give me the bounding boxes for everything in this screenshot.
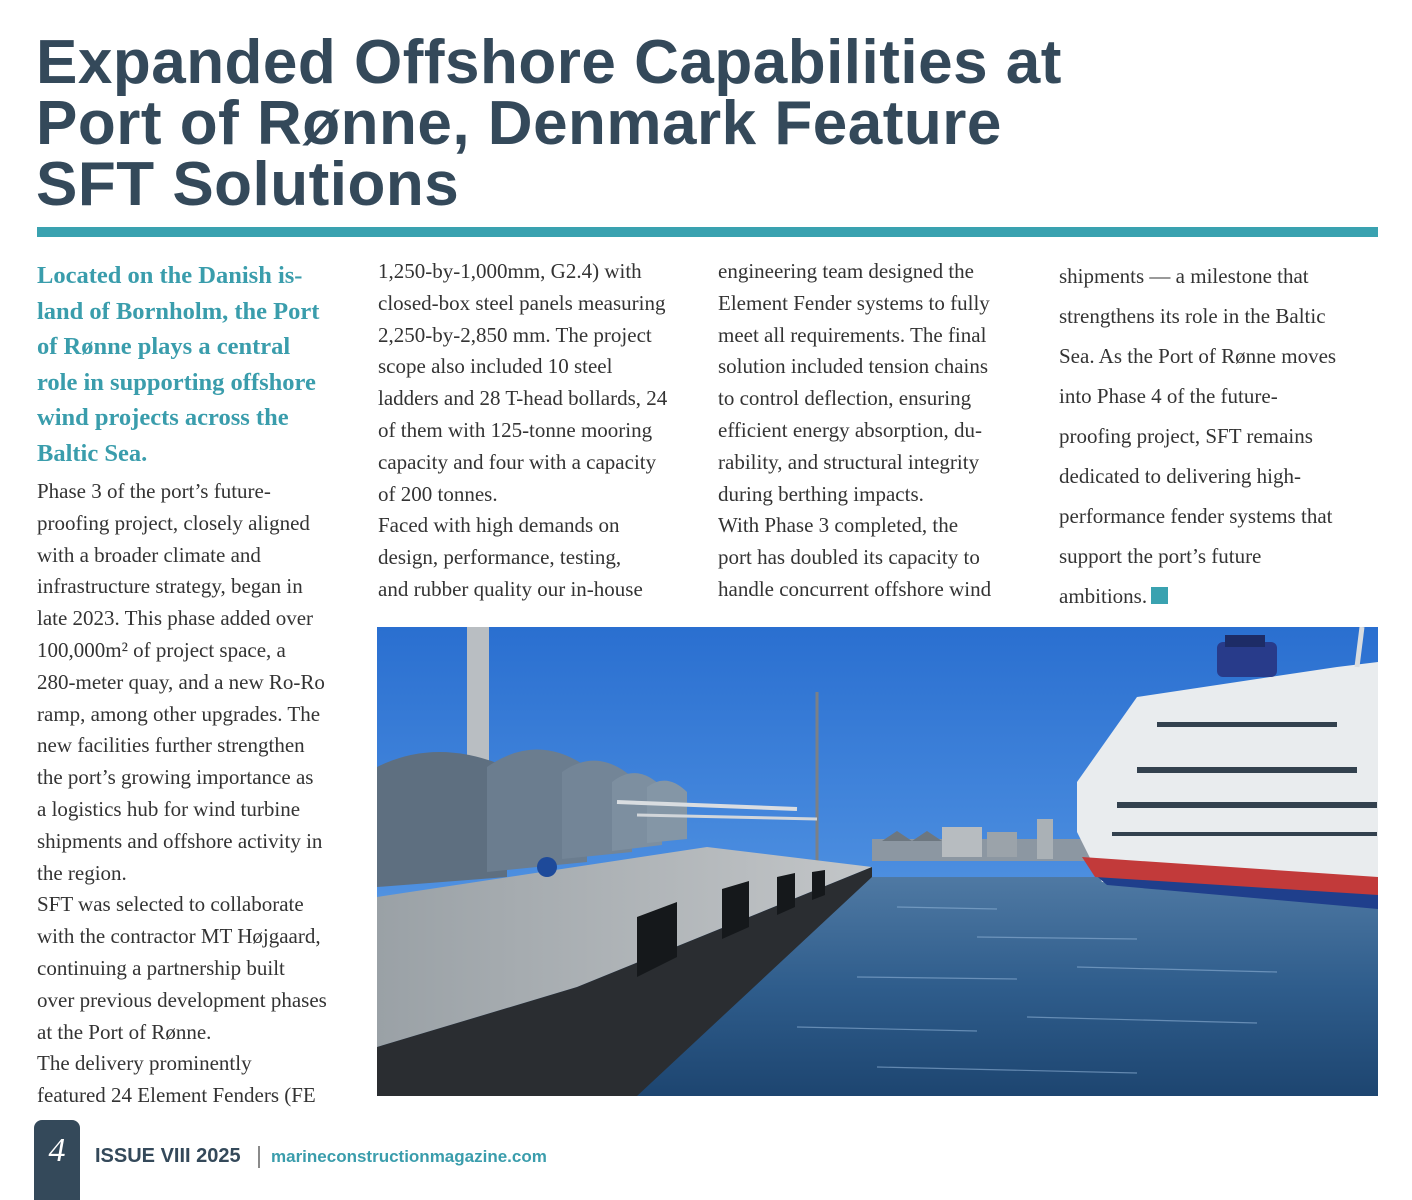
page-number: 4 (48, 1132, 66, 1169)
body-line: shipments — a milestone that (1059, 264, 1309, 288)
end-of-article-mark (1151, 587, 1168, 604)
body-line-last (1059, 576, 1384, 616)
bollard-rope (537, 857, 557, 877)
lede-line: role in supporting offshore (37, 368, 316, 396)
body-line: performance fender systems that (1059, 504, 1333, 528)
body-line: engineering team designed the (718, 259, 974, 283)
lede-line: Located on the Danish is- (37, 262, 303, 289)
body-line: closed-box steel panels measuring (378, 290, 666, 315)
body-line: proofing project, closely aligned (37, 510, 310, 535)
page-number-tab (34, 1120, 80, 1200)
body-line: 1,250-by-1,000mm, G2.4) with (378, 259, 642, 283)
body-line: the region. (37, 860, 127, 885)
body-line: handle concurrent offshore wind (718, 576, 992, 601)
title-line: Expanded Offshore Capabilities at (36, 28, 1062, 97)
footer-divider (258, 1146, 260, 1168)
body-line: to control deflection, ensuring (718, 386, 972, 411)
body-line: ladders and 28 T-head bollards, 24 (378, 386, 668, 411)
body-line: port has doubled its capacity to (718, 545, 980, 570)
body-line: the port’s growing importance as (37, 765, 314, 790)
body-line: shipments and offshore activity in (37, 828, 323, 853)
body-line: featured 24 Element Fenders (FE (37, 1083, 316, 1108)
body-line: of them with 125-tonne mooring (378, 417, 653, 442)
body-line: design, performance, testing, (378, 545, 622, 570)
body-line: 100,000m² of project space, a (37, 637, 286, 662)
harbor-illustration (377, 627, 1378, 1096)
body-line: into Phase 4 of the future- (1059, 384, 1278, 408)
body-line: new facilities further strengthen (37, 733, 305, 758)
body-line: proofing project, SFT remains (1059, 424, 1313, 448)
body-line: during berthing impacts. (718, 481, 924, 506)
body-line: SFT was selected to collaborate (37, 892, 304, 917)
body-column-3 (718, 256, 1043, 606)
body-line: With Phase 3 completed, the (718, 513, 959, 538)
body-column-4 (1059, 256, 1384, 616)
harbor-photo (377, 627, 1378, 1096)
body-line: with a broader climate and (37, 542, 261, 567)
body-line: rability, and structural integrity (718, 449, 980, 474)
body-line: over previous development phases (37, 987, 327, 1012)
title-line: SFT Solutions (36, 150, 460, 219)
body-line: with the contractor MT Højgaard, (37, 924, 321, 949)
body-column-2 (378, 256, 703, 606)
lede-line: Baltic Sea. (37, 439, 148, 467)
body-line: ramp, among other upgrades. The (37, 701, 321, 726)
body-line: continuing a partnership built (37, 955, 285, 980)
body-line: at the Port of Rønne. (37, 1019, 212, 1044)
body-line: 2,250-by-2,850 mm. The project (378, 322, 652, 347)
title-line: Port of Rønne, Denmark Feature (36, 89, 1002, 158)
body-line: scope also included 10 steel (378, 354, 613, 379)
body-line: solution included tension chains (718, 354, 989, 379)
lede-paragraph (37, 258, 357, 472)
body-line: of 200 tonnes. (378, 481, 498, 506)
body-line: and rubber quality our in-house (378, 576, 643, 601)
body-line: meet all requirements. The final (718, 322, 987, 347)
website-link[interactable]: marineconstructionmagazine.com (271, 1147, 547, 1166)
body-column-1 (37, 476, 362, 1112)
lede-line: of Rønne plays a central (37, 333, 291, 361)
issue-label: ISSUE VIII 2025 (95, 1145, 241, 1167)
lede-line: wind projects across the (37, 404, 289, 432)
body-line: late 2023. This phase added over (37, 606, 314, 631)
body-line: Faced with high demands on (378, 513, 620, 538)
body-line-text: ambitions. (1059, 584, 1148, 608)
body-line: support the port’s future (1059, 544, 1262, 568)
body-line: strengthens its role in the Baltic (1059, 304, 1326, 328)
lede-line: land of Bornholm, the Port (37, 297, 320, 325)
body-line: 280-meter quay, and a new Ro-Ro (37, 669, 325, 694)
body-line: capacity and four with a capacity (378, 449, 657, 474)
body-line: efficient energy absorption, du- (718, 417, 982, 442)
article-title (36, 28, 1376, 219)
title-divider (37, 227, 1378, 237)
body-line: Phase 3 of the port’s future- (37, 479, 271, 503)
body-line: dedicated to delivering high- (1059, 464, 1302, 488)
body-line: a logistics hub for wind turbine (37, 796, 301, 821)
body-line: Element Fender systems to fully (718, 290, 990, 315)
body-line: Sea. As the Port of Rønne moves (1059, 344, 1337, 368)
body-line: The delivery prominently (37, 1051, 252, 1076)
body-line: infrastructure strategy, began in (37, 574, 303, 599)
